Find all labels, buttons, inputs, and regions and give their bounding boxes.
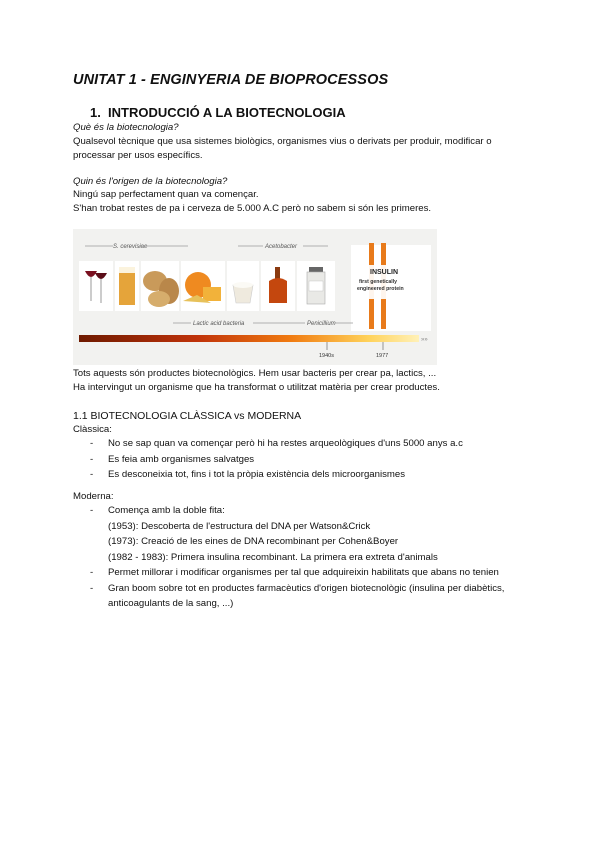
classica-label: Clàssica: [73, 424, 112, 435]
label-insulin-sub1: first genetically [359, 279, 398, 285]
answer-what-is-line2: processar per usos específics. [73, 150, 203, 161]
after-figure-line2: Ha intervingut un organisme que ha transformat o utilitzat matèria per crear productes. [73, 382, 440, 393]
list-item: - Es desconeixia tot, fins i tot la pròpia existència dels microorganismes [90, 469, 406, 480]
year-1940s: 1940s [319, 353, 334, 359]
list-item: - Comença amb la doble fita: (1953): Descoberta de l'estructura del DNA per Watson&Crick (1973): Creació de les eines de DNA recombinant per Cohen&Boyer (1982 - 1983): Primera insulina recombinant. La primera era extreta d'animals [73, 503, 504, 565]
milestone-1982: (1982 - 1983): Primera insulina recombinant. La primera era extreta d'animals [108, 551, 438, 563]
moderna-label: Moderna: [73, 491, 114, 502]
label-insulin-sub2: engineered protein [357, 286, 404, 292]
section-1-number: 1. [90, 105, 101, 120]
list-item: - Permet millorar i modificar organismes per tal que adquireixin habilitats que abans no tenien [90, 567, 499, 578]
section-1-1-heading: 1.1 BIOTECNOLOGIA CLÀSSICA vs MODERNA [73, 410, 302, 422]
answer-origin-line1: Ningú sap perfectament quan va començar. [73, 189, 259, 200]
list-item: - Gran boom sobre tot en productes farmacèutics d'origen biotecnològic (insulina per diabètics, anticoagulants de la sang, ...) [90, 582, 505, 609]
timeline-svg [73, 229, 437, 365]
biotech-timeline-figure [73, 229, 437, 365]
after-figure-line1: Tots aquests són productes biotecnològics. Hem usar bacteris per crear pa, lactics, ... [73, 368, 437, 379]
label-penicillium: Penicillium [307, 321, 336, 327]
milestone-1953: (1953): Descoberta de l'estructura del DNA per Watson&Crick [108, 520, 371, 532]
timeline-bar [79, 335, 419, 342]
section-1-title: INTRODUCCIÓ A LA BIOTECNOLOGIA [108, 105, 346, 120]
list-item: - No se sap quan va començar però hi ha restes arqueològiques d'uns 5000 anys a.c [90, 438, 463, 449]
year-1977: 1977 [376, 353, 389, 359]
label-insulin: INSULIN [370, 269, 398, 276]
document-title: UNITAT 1 - ENGINYERIA DE BIOPROCESSOS [73, 72, 389, 88]
list-item: - Es feia amb organismes salvatges [90, 453, 255, 465]
label-lactic: Lactic acid bacteria [193, 321, 245, 327]
classica-list [73, 436, 463, 483]
question-what-is: Què és la biotecnologia? [73, 122, 179, 133]
timeline-arrow: »» [421, 337, 428, 343]
section-1-heading [90, 105, 346, 120]
milestone-1973: (1973): Creació de les eines de DNA recombinant per Cohen&Boyer [108, 536, 399, 547]
wine-glasses-image [79, 261, 113, 311]
answer-what-is-line1: Qualsevol tècnique que usa sistemes biològics, organismes vius o derivats per produir, modificar o [73, 136, 492, 147]
question-origin: Quin és l'origen de la biotecnologia? [73, 176, 228, 187]
moderna-list [73, 503, 504, 612]
label-cerevisiae: S. cerevisiae [113, 244, 148, 250]
answer-origin-line2: S'han trobat restes de pa i cerveza de 5.000 A.C però no sabem si són les primeres. [73, 203, 432, 214]
label-acetobacter: Acetobacter [265, 244, 298, 250]
